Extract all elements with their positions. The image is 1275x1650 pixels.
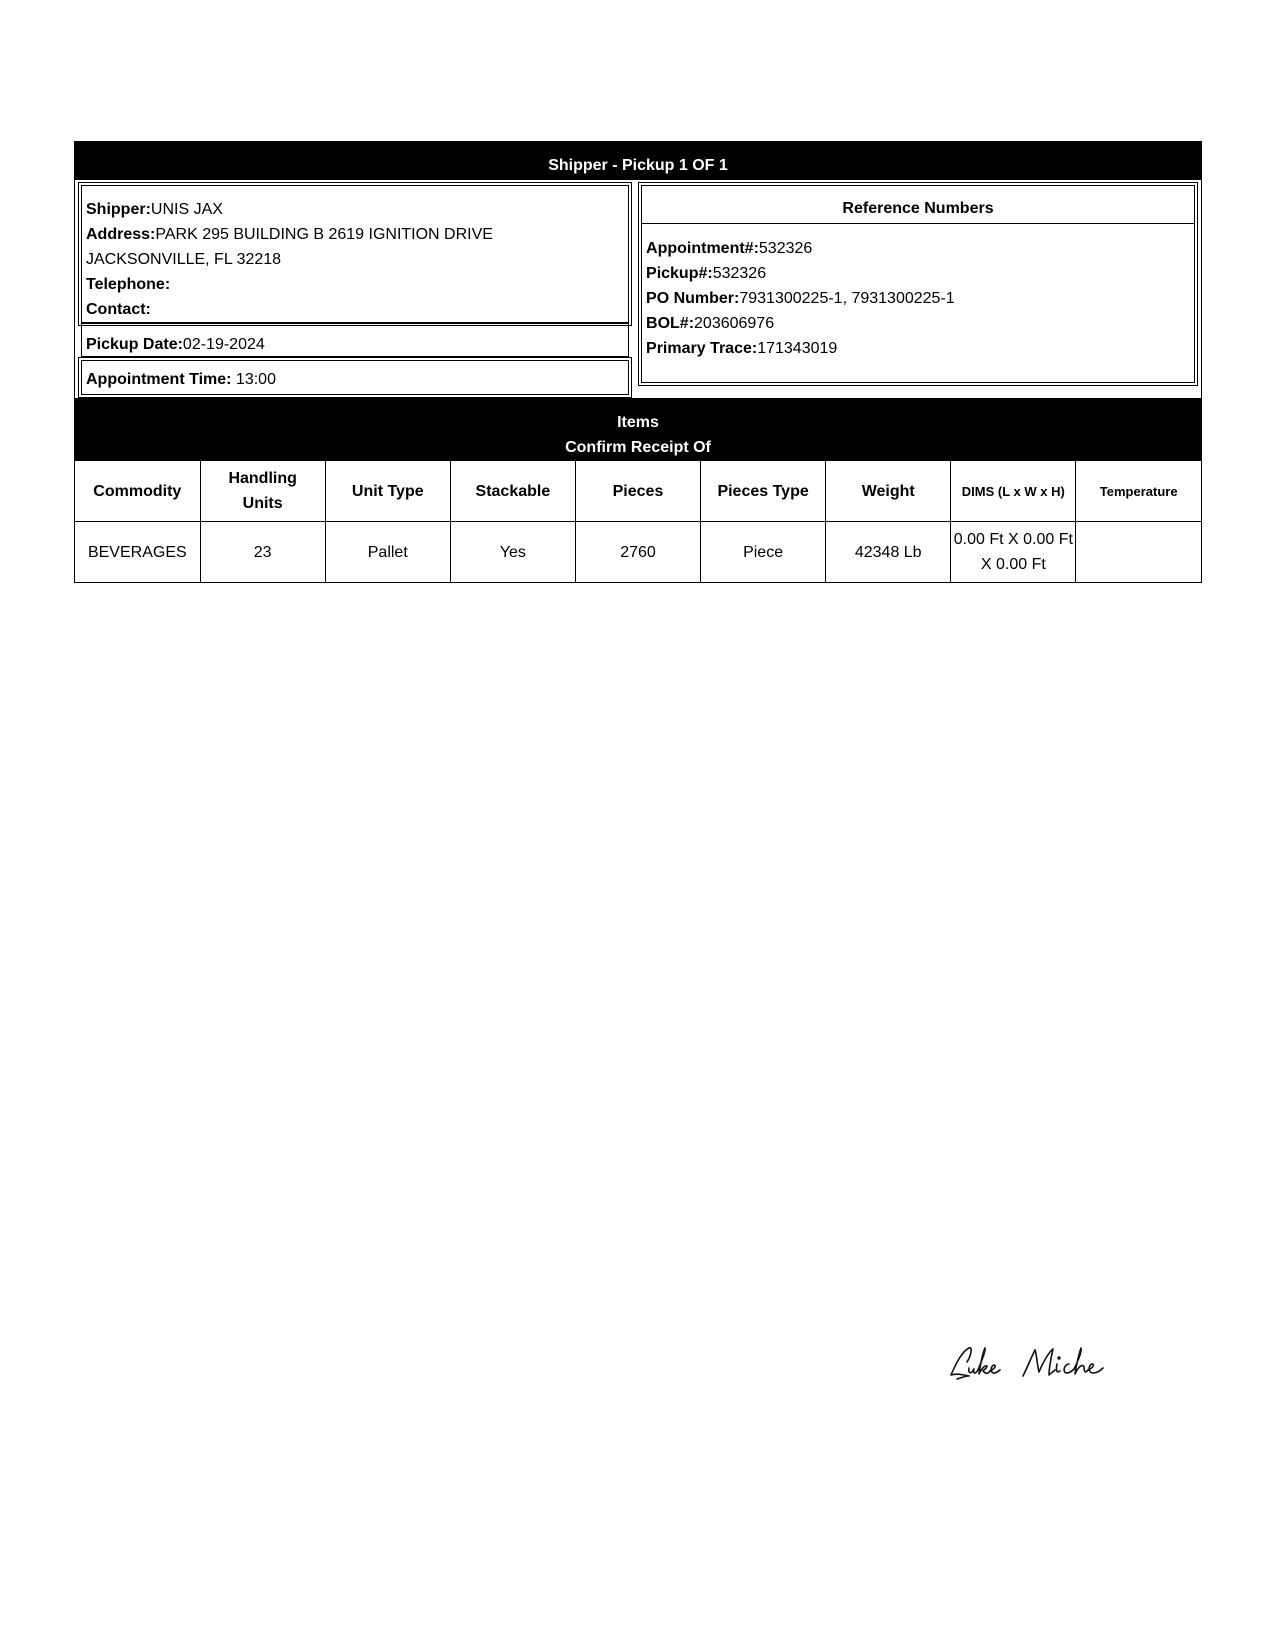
column-header: Commodity — [75, 461, 200, 522]
shipper-details — [81, 185, 629, 323]
reference-line-po-number — [646, 286, 1190, 311]
reference-line-pickup — [646, 261, 1190, 286]
shipper-value: UNIS JAX — [150, 201, 223, 218]
cell-pieces-type: Piece — [701, 522, 826, 583]
column-header: Unit Type — [325, 461, 450, 522]
reference-value: 532326 — [758, 240, 813, 257]
reference-label: Appointment#: — [646, 240, 759, 257]
page-title: Shipper - Pickup 1 OF 1 — [75, 142, 1201, 180]
reference-label: Primary Trace: — [646, 340, 758, 357]
appointment-time-label: Appointment Time: — [86, 370, 232, 388]
reference-line-appointment — [646, 236, 1190, 261]
contact-line — [86, 297, 624, 322]
address-value: PARK 295 BUILDING B 2619 IGNITION DRIVE — [155, 226, 493, 243]
column-header: DIMS (L x W x H) — [951, 461, 1076, 522]
cell-dims: 0.00 Ft X 0.00 Ft X 0.00 Ft — [951, 522, 1076, 583]
appointment-time-box — [81, 360, 629, 395]
reference-line-bol — [646, 311, 1190, 336]
cell-weight: 42348 Lb — [826, 522, 951, 583]
pickup-date-value: 02-19-2024 — [182, 336, 265, 353]
column-header: Handling Units — [200, 461, 325, 522]
reference-line-primary-trace — [646, 336, 1190, 361]
cell-handling-units: 23 — [200, 522, 325, 583]
appointment-time-value: 13:00 — [231, 370, 276, 388]
reference-label: PO Number: — [646, 290, 740, 307]
shipper-pickup-sheet — [74, 141, 1202, 583]
reference-label: Pickup#: — [646, 265, 713, 282]
column-header: Weight — [826, 461, 951, 522]
shipper-line — [86, 197, 624, 222]
table-row — [75, 522, 1201, 583]
column-header: Temperature — [1076, 461, 1201, 522]
items-header — [75, 398, 1201, 460]
cell-stackable: Yes — [450, 522, 575, 583]
reference-value: 7931300225-1, 7931300225-1 — [739, 290, 955, 307]
reference-value: 171343019 — [757, 340, 838, 357]
address-city-line: JACKSONVILLE, FL 32218 — [86, 251, 282, 268]
items-subtitle: Confirm Receipt Of — [565, 439, 711, 456]
contact-label: Contact: — [86, 301, 151, 318]
reference-column — [638, 182, 1198, 395]
column-header: Stackable — [450, 461, 575, 522]
reference-numbers-title: Reference Numbers — [642, 186, 1194, 224]
reference-value: 203606976 — [694, 315, 775, 332]
column-header: Pieces Type — [701, 461, 826, 522]
telephone-label: Telephone: — [86, 276, 171, 293]
address-label: Address: — [86, 226, 156, 243]
reference-numbers-box — [641, 185, 1195, 383]
items-title: Items — [617, 414, 659, 431]
info-row — [75, 180, 1201, 398]
reference-lines — [642, 224, 1194, 361]
address-line — [86, 222, 624, 247]
pickup-date-box — [81, 323, 629, 357]
shipper-column — [78, 182, 632, 395]
reference-value: 532326 — [712, 265, 767, 282]
telephone-line — [86, 272, 624, 297]
cell-unit-type: Pallet — [325, 522, 450, 583]
shipper-label: Shipper: — [86, 201, 151, 218]
cell-pieces: 2760 — [575, 522, 700, 583]
pickup-date-label: Pickup Date: — [86, 336, 183, 353]
column-header: Pieces — [575, 461, 700, 522]
reference-label: BOL#: — [646, 315, 695, 332]
cell-temperature — [1076, 522, 1201, 583]
cell-commodity: BEVERAGES — [75, 522, 200, 583]
signature-image — [945, 1342, 1135, 1382]
items-table — [75, 460, 1201, 582]
items-header-row — [75, 461, 1201, 522]
